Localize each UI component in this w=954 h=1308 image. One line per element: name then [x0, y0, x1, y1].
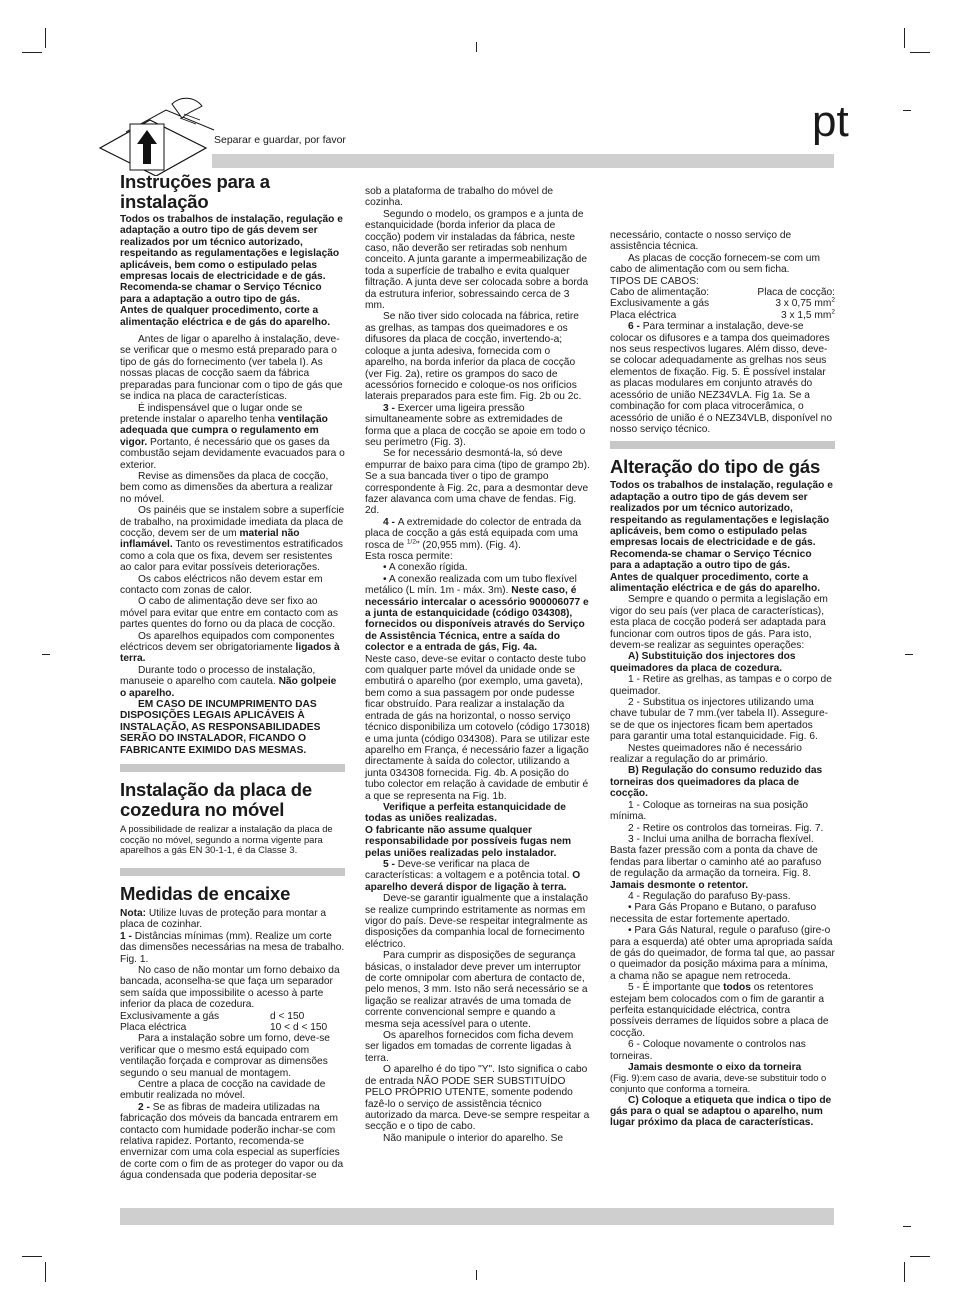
- crop-mark: [45, 28, 46, 48]
- footer-band: [120, 1208, 834, 1225]
- paragraph: A possibilidade de realizar a instalação da placa de cocção no móvel, segundo a norma vigente para aparelhos a gás EN 30-1-1, é da Classe 3.: [120, 823, 333, 856]
- subheading: A) Substituição dos injectores dos queimadores da placa de cozedura.: [610, 651, 796, 674]
- paragraph: Se for necessário desmontá-la, só deve empurrar de baixo para cima (tipo de grampo 2b).: [365, 448, 590, 471]
- language-code: pt: [812, 97, 849, 146]
- cable-table-row: Exclusivamente a gás 3 x 0,75 $mm^2$: [610, 297, 835, 310]
- cable-table-row: Placa eléctrica 3 x 1,5 $mm^2$: [610, 308, 835, 321]
- crop-mark: [910, 52, 930, 53]
- crop-mark: [903, 1226, 911, 1227]
- list-item: • A conexão realizada com um tubo flexível metálico (L mín. 1m - máx. 3m). Neste caso, é necessário intercalar o acessório 900006077 e a junta de estanquicidade (código 034308), fornecidos ou disponíveis através do Serviço de Assistência Técnica, entre a saída do colector e a entrada de gás, Fig. 4a.: [365, 573, 589, 654]
- paragraph: 2 - Substitua os injectores utilizando uma chave tubular de 7 mm.(ver tabela II). Assegure-se de que os injectores ficam bem apertados para garantir uma total estanquicidade. Fig. 6.: [610, 697, 829, 743]
- warning-text: Todos os trabalhos de instalação, regulação e adaptação a outro tipo de gás devem ser realizados por um técnico autorizado, respeitando as regulamentações e legislação aplicáveis, bem como o estipulado pelas empresas locais de electricidade e de gás.: [120, 214, 343, 283]
- warning-text: Recomenda-se chamar o Serviço Técnico para a adaptação a outro tipo de gás.: [610, 548, 812, 572]
- paragraph: 6 - Para terminar a instalação, deve-se colocar os difusores e a tampa dos queimadores nos seus respectivos lugares. Além disso, deve-se colocar adequadamente as grelhas nos seus elementos de fixação. Fig. 5. É possível instalar as placas modulares em conjunto através do acessório de união NEZ34VLA. Fig 1a. Se a combinação for com placa vitrocerâmica, o acessório de união é o NEZ34VLB, disponível no nosso serviço técnico.: [610, 321, 833, 435]
- table-title: TIPOS DE CABOS:: [610, 275, 699, 287]
- heading-cutout-dimensions: Medidas de encaixe: [120, 882, 291, 904]
- paragraph: Os painéis que se instalem sobre a superfície de trabalho, na proximidade imediata da placa de cocção, devem ser de um material não inflamável. Tanto os revestimentos estratificados como a cola que os fixa, devem ser resistentes ao calor para evitar possíveis deteriorações.: [120, 505, 345, 574]
- heading-cooktop-installation: Instalação da placa de cozedura no móvel: [120, 779, 312, 821]
- paragraph: 3 - Exercer uma ligeira pressão simultaneamente sobre as extremidades de forma que a placa de cocção se apoie em todo o seu perímetro (Fig. 3).: [365, 402, 586, 448]
- column-1: [120, 172, 345, 1182]
- crop-mark: [905, 654, 913, 655]
- crop-mark: [476, 1270, 477, 1280]
- warning-text: Antes de qualquer procedimento, corte a alimentação eléctrica e de gás do aparelho.: [610, 571, 821, 594]
- header-tagline: Separar e guardar, por favor: [214, 134, 346, 146]
- separate-and-keep-icon: [96, 90, 216, 176]
- paragraph: 6 - Coloque novamente o controlos nas torneiras.: [610, 1039, 806, 1062]
- list-item: • A conexão rígida.: [383, 562, 468, 574]
- paragraph: Não manipule o interior do aparelho. Se: [383, 1132, 564, 1144]
- paragraph: Para a instalação sobre um forno, deve-se verificar que o mesmo está equipado com ventilação forçada e comprovar as dimensões segundo o seu manual de montagem.: [120, 1033, 330, 1079]
- crop-mark: [45, 1262, 46, 1282]
- heading-installation: Instruções para a instalação: [120, 171, 270, 212]
- crop-mark: [22, 52, 42, 53]
- paragraph: É indispensável que o lugar onde se pretende instalar o aparelho tenha ventilação adequada que cumpra o regulamento em vigor. Portanto, é necessário que os gases da combustão sejam devidamente evacuados para o exterior.: [120, 402, 345, 471]
- paragraph: Centre a placa de cocção na cavidade de embutir realizada no móvel.: [120, 1078, 326, 1102]
- paragraph: Deve-se garantir igualmente que a instalação se realize cumprindo estritamente as normas em vigor do país. Deve-se respeitar integralmente as disposições da companhia local de fornecimento eléctrico.: [365, 893, 589, 950]
- paragraph: (Fig. 9):em caso de avaria, deve-se substituir todo o conjunto que conforma a torneira.: [610, 1072, 827, 1095]
- heading-gas-conversion: Alteração do tipo de gás: [610, 456, 821, 478]
- paragraph: 2 - Retire os controlos das torneiras. Fig. 7.: [628, 822, 824, 834]
- paragraph: As placas de cocção fornecem-se com um cabo de alimentação com ou sem ficha.: [610, 252, 820, 276]
- paragraph: Se não tiver sido colocada na fábrica, retire as grelhas, as tampas dos queimadores e os difusores da placa de cocção, invertendo-a; coloque a junta adesiva, fornecida com o aparelho, na borda inferior da placa de cocção (ver Fig. 2a), retire os grampos do saco de acessórios fornecido e coloque-os nos orifícios laterais preparados para este fim. Fig. 2b ou 2c.: [365, 311, 582, 403]
- paragraph: O aparelho é do tipo "Y". Isto significa o cabo de entrada NÃO PODE SER SUBSTITUÍDO PELO PRÓPRIO UTENTE, somente podendo fazê-lo o serviço de assistência técnico autorizado da marca. Deve-se sempre respeitar a secção e o tipo de cabo.: [365, 1064, 590, 1133]
- warning-text: Todos os trabalhos de instalação, regulação e adaptação a outro tipo de gás devem ser realizados por um técnico autorizado, respeitando as regulamentações e legislação aplicáveis, bem como o estipulado pelas empresas locais de electricidade e de gás.: [610, 480, 833, 549]
- paragraph: 5 - Deve-se verificar na placa de características: a voltagem e a potência total. O aparelho deverá dispor de ligação à terra.: [365, 858, 581, 893]
- paragraph: O cabo de alimentação deve ser fixo ao móvel para evitar que entre em contacto com as partes quentes do forno ou da placa de cocção.: [120, 596, 339, 631]
- paragraph: 4 - Regulação do parafuso By-pass.: [628, 890, 791, 902]
- section-divider: [120, 764, 345, 772]
- paragraph: 5 - É importante que todos os retentores estejam bem colocados com o fim de garantir a perfeita estanquicidade eléctrica, contra possíveis derrames de líquidos sobre a placa de cocção.: [610, 982, 829, 1039]
- paragraph: Os aparelhos equipados com componentes eléctricos devem ser obrigatoriamente ligados à terra.: [120, 630, 340, 665]
- crop-mark: [904, 28, 905, 48]
- dimension-row: Placa eléctrica 10 < d < 150: [120, 1021, 328, 1033]
- disclaimer: EM CASO DE INCUMPRIMENTO DAS DISPOSIÇÕES LEGAIS APLICÁVEIS À INSTALAÇÃO, AS RESPONSABILIDADES SERÃO DO INSTALADOR, FICANDO O FABRICANTE EXIMIDO DAS MESMAS.: [120, 699, 321, 756]
- paragraph: Os aparelhos fornecidos com ficha devem ser ligados em tomadas de corrente ligadas à terra.: [365, 1030, 574, 1064]
- paragraph: C) Coloque a etiqueta que indica o tipo de gás para o qual se adaptou o aparelho, num lugar próximo da placa de características.: [610, 1094, 832, 1129]
- note: Nota: Utilize luvas de proteção para montar a placa de cozinhar.: [120, 907, 327, 931]
- warning-text: O fabricante não assume qualquer responsabilidade por possíveis fugas nem pelas uniões realizadas pelo instalador.: [365, 824, 572, 859]
- warning-text: Jamais desmonte o retentor.: [610, 879, 749, 891]
- paragraph: Esta rosca permite:: [365, 551, 453, 562]
- cable-table-header: Cabo de alimentação: Placa de cocção:: [610, 287, 835, 299]
- crop-mark: [22, 1256, 42, 1257]
- crop-mark: [903, 110, 911, 111]
- paragraph: Segundo o modelo, os grampos e a junta de estanquicidade (borda inferior da placa de cocção) podem vir instaladas da fábrica, neste caso, não deverão ser retiradas sob nenhum conceito. A junta garante a impermeabilização de toda a superfície de trabalho e evita qualquer filtração. A junta deve ser colocada sobre a borda da estrutura inferior, sobressaindo cerca de 3 mm.: [365, 208, 589, 312]
- warning-text: Jamais desmonte o eixo da torneira: [628, 1062, 802, 1074]
- warning-text: Recomenda-se chamar o Serviço Técnico para a adaptação a outro tipo de gás.: [120, 282, 322, 305]
- paragraph: Para cumprir as disposições de segurança básicas, o instalador deve prever um interruptor de corte omnipolar com abertura de contacto de, pelo menos, 3 mm. Isto não será necessário se a ligação se realizar através de uma tomada de corrente convencional sempre e quando a mesma seja acessível para o utente.: [365, 950, 588, 1030]
- warning-text: Verifique a perfeita estanquicidade de todas as uniões realizadas.: [365, 801, 566, 825]
- header-band: [212, 154, 834, 168]
- paragraph: Neste caso, deve-se evitar o contacto deste tubo com qualquer parte móvel da unidade onde se embutirá o aparelho (por exemplo, uma gaveta), bem como a sua passagem por onde pudesse ficar obstruído. Para realizar a instalação da entrada de gás na horizontal, o nosso serviço técnico disponibiliza um cotovelo (código 173018) e uma junta (código 034308). Para se utilizar este aparelho em França, é necessário fazer a ligação directamente à saída do colector, utilizando a junta 034308 fornecida. Fig. 4b. A posição do tubo colector em relação à cavidade de embutir é a que se representa na Fig. 1b.: [365, 653, 590, 802]
- paragraph: 4 - A extremidade do colector de entrada da placa de cocção a gás está equipada com uma rosca de $^{1/2}$" (20,955 mm). (Fig. 4).: [365, 516, 582, 551]
- paragraph: Nestes queimadores não é necessário realizar a regulação do ar primário.: [610, 742, 802, 766]
- paragraph: No caso de não montar um forno debaixo da bancada, aconselha-se que faça um separador sem saída que impossibilite o acesso à parte inferior da placa de cozedura.: [120, 964, 340, 1011]
- paragraph: Sempre e quando o permita a legislação em vigor do seu país (ver placa de características), esta placa de cocção poderá ser adaptada para funcionar com outros tipos de gás. Para isto, devem-se realizar as seguintes operações:: [610, 594, 828, 651]
- paragraph: 2 - Se as fibras de madeira utilizadas na fabricação dos móveis da bancada entrarem em contacto com humidade poderão inchar-se com relativa rapidez. Portanto, recomenda-se envernizar com uma cola especial as superfícies de corte com o fim de as proteger do vapor ou da água condensada que poderia depositar-se: [120, 1101, 344, 1182]
- paragraph: necessário, contacte o nosso serviço de assistência técnica.: [610, 230, 792, 253]
- section-divider: [610, 441, 835, 449]
- paragraph: 1 - Coloque as torneiras na sua posição mínima.: [610, 799, 809, 823]
- crop-mark: [904, 1262, 905, 1282]
- paragraph: 1 - Retire as grelhas, as tampas e o corpo de queimador.: [610, 674, 832, 697]
- column-2: [365, 186, 590, 1144]
- paragraph: Revise as dimensões da placa de cocção, bem como as dimensões da abertura a realizar no móvel.: [120, 470, 333, 505]
- paragraph: sob a plataforma de trabalho do móvel de cozinha.: [365, 186, 554, 209]
- paragraph: Os cabos eléctricos não devem estar em contacto com zonas de calor.: [120, 573, 323, 596]
- column-3: [610, 230, 835, 1129]
- subheading: B) Regulação do consumo reduzido das torneiras dos queimadores da placa de cocção.: [610, 765, 823, 800]
- crop-mark: [476, 42, 477, 52]
- section-divider: [120, 868, 345, 876]
- list-item: • Para Gás Propano e Butano, o parafuso necessita de estar fortemente apertado.: [610, 902, 817, 925]
- crop-mark: [910, 1256, 930, 1257]
- list-item: • Para Gás Natural, regule o parafuso (gire-o para a esquerda) até obter uma apropriada saída de gás do queimador, de forma tal que, ao passar o queimador da posição máxima para a mínima, a chama não se apague nem retroceda.: [610, 925, 835, 982]
- paragraph: 1 - Distâncias mínimas (mm). Realize um corte das dimensões necessárias na mesa de trabalho. Fig. 1.: [120, 930, 345, 965]
- crop-mark: [42, 654, 50, 655]
- dimension-row: Exclusivamente a gás d < 150: [120, 1010, 305, 1022]
- paragraph: 3 - Inclui uma anilha de borracha flexível. Basta fazer pressão com a ponta da chave de fendas para libertar o caminho até ao parafuso de regulação da armação da torneira. Fig. 8.: [610, 833, 822, 880]
- warning-text: Antes de qualquer procedimento, corte a alimentação eléctrica e de gás do aparelho.: [120, 305, 331, 328]
- paragraph: Se a sua bancada tiver o tipo de grampo correspondente à Fig. 2c, para a desmontar deve fazer alavanca com uma chave de fendas. Fig. 2d.: [365, 471, 589, 517]
- paragraph: Durante todo o processo de instalação, manuseie o aparelho com cautela. Não golpeie o aparelho.: [120, 664, 337, 699]
- paragraph: Antes de ligar o aparelho à instalação, deve-se verificar que o mesmo está preparado para o tipo de gás do fornecimento (ver tabela I). As nossas placas de cocção saem da fábrica preparadas para funcionar com o tipo de gás que se indica na placa de características.: [120, 334, 343, 403]
